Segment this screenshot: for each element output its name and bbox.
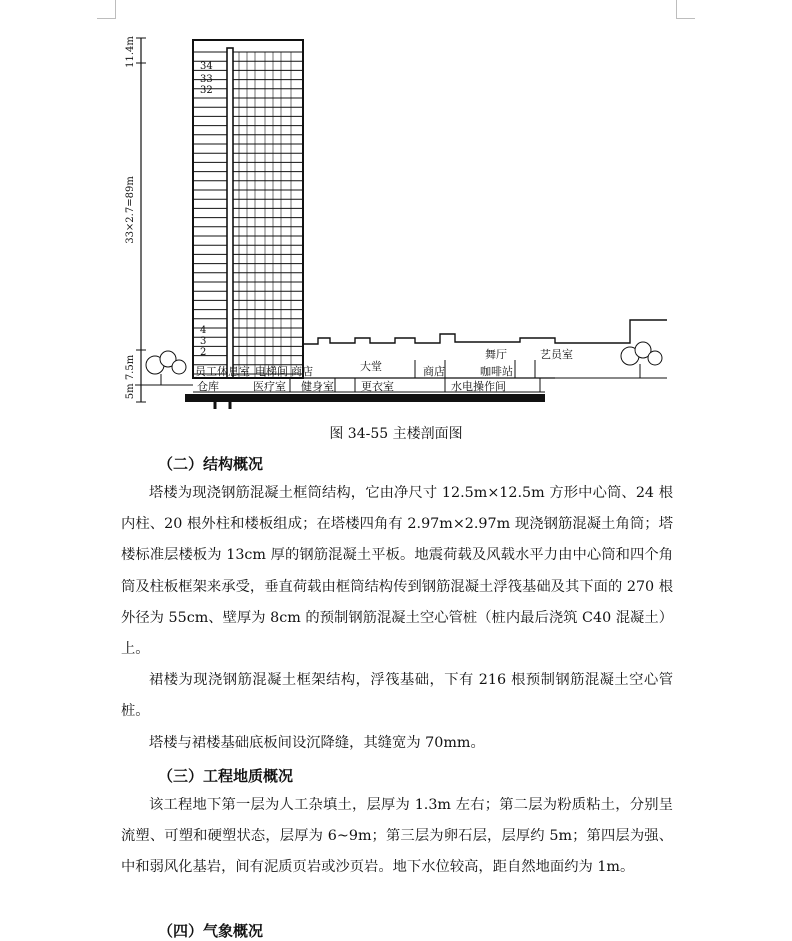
floor-number: 2 xyxy=(200,347,207,358)
room-label: 更衣室 xyxy=(361,380,394,393)
room-label: 健身室 xyxy=(301,380,334,393)
section-body-geology xyxy=(121,790,673,884)
paragraph: 该工程地下第一层为人工杂填土，层厚为 1.3m 左右；第二层为粉质粘土，分别呈流塑、可塑和硬塑状态，层厚为 6~9m；第三层为卵石层，层厚约 5m；第四层为强、中和弱风化基岩，间有泥质页岩或沙页岩。地下水位较高，距自然地面约为 1m。 xyxy=(121,797,673,876)
dimension-label-top: 11.4m xyxy=(125,36,136,68)
room-label: 水电操作间 xyxy=(451,380,506,393)
room-label: 电梯间 xyxy=(255,365,288,378)
section-body-structure xyxy=(121,478,673,759)
paragraph: 塔楼为现浇钢筋混凝土框筒结构，它由净尺寸 12.5m×12.5m 方形中心筒、24 根内柱、20 根外柱和楼板组成；在塔楼四角有 2.97m×2.97m 现浇钢筋混凝土角筒；塔楼标准层楼板为 13cm 厚的钢筋混凝土平板。地震荷载及风载水平力由中心筒和四个角筒及柱板框架来承受，垂直荷载由框筒结构传到钢筋混凝土浮筏基础及其下面的 270 根外径为 55cm、壁厚为 8cm 的预制钢筋混凝土空心管桩（桩内最后浇筑 C40 混凝土）上。 xyxy=(121,485,673,658)
section-heading-geology: （三）工程地质概况 xyxy=(158,767,294,785)
room-label: 员工休息室 xyxy=(195,365,250,378)
section-heading-structure: （二）结构概况 xyxy=(158,455,264,473)
room-label: 舞厅 xyxy=(485,348,507,361)
raft-foundation xyxy=(185,394,545,402)
paragraph: 裙楼为现浇钢筋混凝土框架结构，浮筏基础，下有 216 根预制钢筋混凝土空心管桩。 xyxy=(121,672,673,720)
section-heading-climate: （四）气象概况 xyxy=(158,922,264,940)
room-label: 商店 xyxy=(291,365,313,378)
dimension-label-bottom: 5m 7.5m xyxy=(125,354,136,400)
tower-core-shaft xyxy=(227,48,233,378)
building-section-figure xyxy=(115,30,675,415)
figure-caption: 图 34-55 主楼剖面图 xyxy=(329,426,463,442)
dimension-label-typical-floors: 33×2.7=89m xyxy=(125,176,136,244)
tree-left xyxy=(146,351,186,385)
room-label: 大堂 xyxy=(360,360,382,373)
floor-number: 33 xyxy=(200,74,213,85)
podium-roofline xyxy=(303,320,667,344)
floor-number: 3 xyxy=(200,336,207,347)
floor-number: 32 xyxy=(200,85,213,96)
page-corner-mark-top-right xyxy=(676,0,695,19)
floor-number: 34 xyxy=(200,61,213,72)
floor-number: 4 xyxy=(200,325,207,336)
room-label: 艺员室 xyxy=(540,348,573,361)
page-corner-mark-top-left xyxy=(97,0,116,19)
room-label: 商店 xyxy=(423,365,445,378)
room-label: 咖啡站 xyxy=(480,365,513,378)
tree-right xyxy=(621,342,662,378)
tower-floor-lines xyxy=(193,52,303,378)
room-label: 医疗室 xyxy=(253,380,286,393)
room-label: 仓库 xyxy=(197,380,219,393)
paragraph: 塔楼与裙楼基础底板间设沉降缝，其缝宽为 70mm。 xyxy=(149,734,485,751)
